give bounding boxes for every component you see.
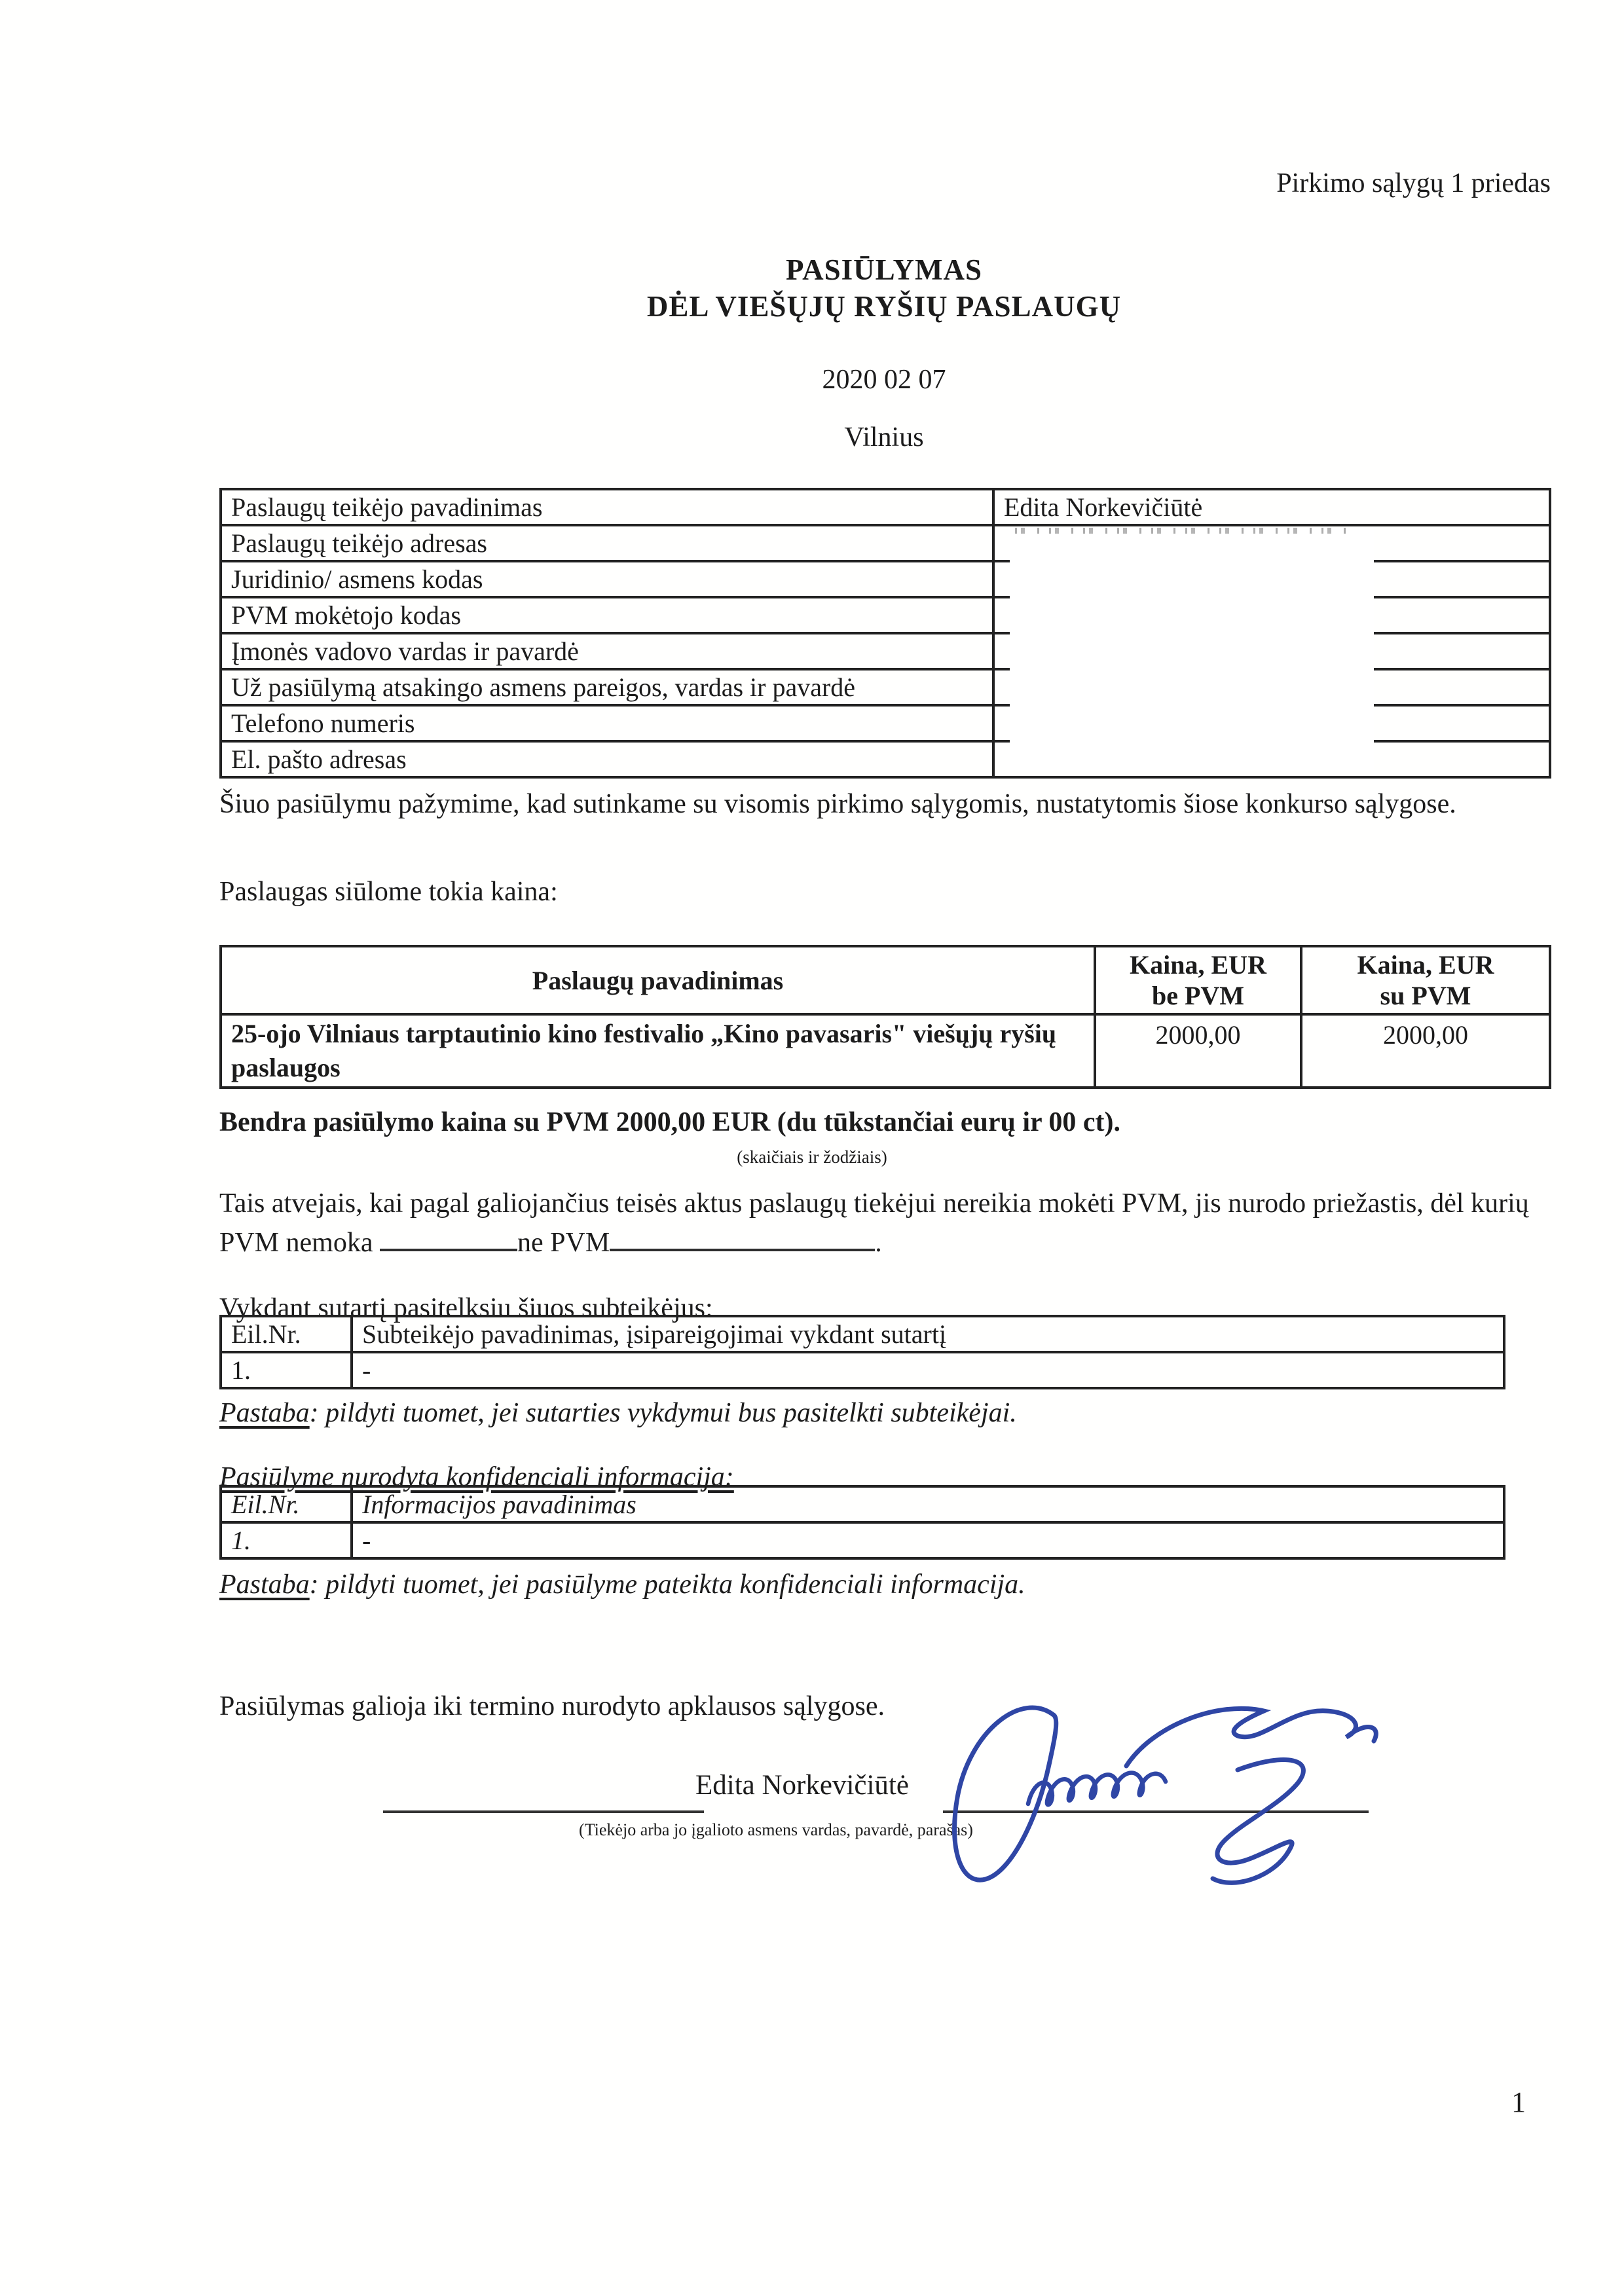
- table-row: [221, 1522, 1504, 1558]
- price-no-vat-cell: 2000,00: [1095, 1014, 1301, 1088]
- table-row: [221, 1352, 1504, 1388]
- validity-statement: Pasiūlymas galioja iki termino nurodyto apklausos sąlygose.: [219, 1691, 885, 1721]
- redacted-area: [1010, 528, 1374, 771]
- subcontractor-row-nr: 1.: [221, 1352, 352, 1388]
- signer-name: Edita Norkevičiūtė: [695, 1770, 909, 1801]
- confidential-table: [219, 1485, 1505, 1560]
- blank-underline: [610, 1245, 875, 1251]
- document-city: Vilnius: [844, 422, 924, 452]
- price-table-header-row: [221, 946, 1550, 1014]
- supplier-row-label: El. pašto adresas: [221, 741, 993, 777]
- price-header-with-vat-line1: Kaina, EUR: [1357, 950, 1494, 980]
- price-header-no-vat-line2: be PVM: [1151, 981, 1245, 1010]
- supplier-row-label: Paslaugų teikėjo pavadinimas: [221, 489, 993, 525]
- confidential-note: [219, 1569, 1565, 1600]
- price-intro: Paslaugas siūlome tokia kaina:: [219, 877, 558, 907]
- subcontractor-header-name: Subteikėjo pavadinimas, įsipareigojimai vykdant sutartį: [352, 1316, 1504, 1352]
- agreement-statement: Šiuo pasiūlymu pažymime, kad sutinkame su visomis pirkimo sąlygomis, nustatytomis šiose konkurso sąlygose.: [219, 789, 1456, 819]
- vat-paragraph-ne-pvm: ne PVM: [517, 1228, 610, 1258]
- supplier-row-label: Už pasiūlymą atsakingo asmens pareigos, vardas ir pavardė: [221, 669, 993, 705]
- supplier-row-label: PVM mokėtojo kodas: [221, 597, 993, 633]
- subcontractor-row-value: -: [352, 1352, 1504, 1388]
- subcontractors-table: [219, 1315, 1505, 1389]
- price-header-no-vat-line1: Kaina, EUR: [1130, 950, 1266, 980]
- price-header-with-vat-line2: su PVM: [1380, 981, 1471, 1010]
- vat-paragraph-period: .: [875, 1228, 882, 1258]
- page-number: 1: [1511, 2086, 1526, 2118]
- signature-caption: (Tiekėjo arba jo įgalioto asmens vardas, pavardė, parašas): [579, 1820, 973, 1839]
- note-text: : pildyti tuomet, jei sutarties vykdymui bus pasitelkti subteikėjai.: [309, 1398, 1017, 1428]
- price-header-no-vat: [1095, 946, 1301, 1014]
- table-row: [221, 489, 1550, 525]
- price-table: [219, 945, 1551, 1089]
- vat-exemption-paragraph: [219, 1184, 1562, 1262]
- total-price-note: (skaičiais ir žodžiais): [737, 1147, 887, 1167]
- vat-paragraph-text: Tais atvejais, kai pagal galiojančius teisės aktus paslaugų tiekėjui nereikia mokėti PVM, jis nurodo priežastis, dėl kurių PVM nemoka: [219, 1188, 1529, 1258]
- subcontractors-intro: Vykdant sutartį pasitelksiu šiuos subteikėjus:: [219, 1293, 713, 1323]
- confidential-row-nr: 1.: [221, 1522, 352, 1558]
- blank-underline: [380, 1245, 517, 1251]
- note-label: Pastaba: [219, 1570, 310, 1600]
- price-header-service: Paslaugų pavadinimas: [221, 946, 1095, 1014]
- redacted-text-remnant: [1015, 528, 1346, 534]
- confidential-intro: Pasiūlyme nurodyta konfidenciali informacija:: [219, 1462, 734, 1492]
- title-line-2: DĖL VIEŠŲJŲ RYŠIŲ PASLAUGŲ: [646, 290, 1122, 323]
- title-line-1: PASIŪLYMAS: [785, 253, 983, 286]
- price-with-vat-cell: 2000,00: [1301, 1014, 1550, 1088]
- subcontractor-header-nr: Eil.Nr.: [221, 1316, 352, 1352]
- confidential-row-value: -: [352, 1522, 1504, 1558]
- header-note: Pirkimo sąlygų 1 priedas: [1276, 168, 1551, 198]
- confidential-header-name: Informacijos pavadinimas: [352, 1486, 1504, 1522]
- price-table-data-row: [221, 1014, 1550, 1088]
- price-header-with-vat: [1301, 946, 1550, 1014]
- handwritten-signature: [930, 1686, 1388, 1896]
- supplier-row-label: Paslaugų teikėjo adresas: [221, 525, 993, 561]
- service-name-cell: 25-ojo Vilniaus tarptautinio kino festivalio „Kino pavasaris" viešųjų ryšių paslaugos: [221, 1014, 1095, 1088]
- note-text: : pildyti tuomet, jei pasiūlyme pateikta konfidenciali informacija.: [309, 1570, 1025, 1600]
- subcontractors-note: [219, 1397, 1565, 1429]
- signature-line-left: [383, 1810, 704, 1813]
- supplier-row-label: Juridinio/ asmens kodas: [221, 561, 993, 597]
- supplier-row-value: Edita Norkevičiūtė: [993, 489, 1550, 525]
- table-row: [221, 1486, 1504, 1522]
- document-title: [219, 251, 1549, 325]
- supplier-row-label: Įmonės vadovo vardas ir pavardė: [221, 633, 993, 669]
- total-price-line: Bendra pasiūlymo kaina su PVM 2000,00 EUR (du tūkstančiai eurų ir 00 ct).: [219, 1107, 1121, 1137]
- supplier-row-label: Telefono numeris: [221, 705, 993, 741]
- confidential-header-nr: Eil.Nr.: [221, 1486, 352, 1522]
- note-label: Pastaba: [219, 1398, 310, 1428]
- table-row: [221, 1316, 1504, 1352]
- document-date: 2020 02 07: [822, 365, 946, 395]
